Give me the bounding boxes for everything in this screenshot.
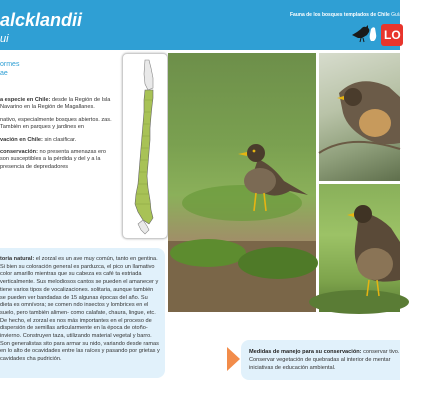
taxonomy-family: ae: [0, 70, 8, 77]
chile-map-icon: [123, 54, 169, 240]
distribution-text: desde la Región de Isla Navarino en la Región de Magallanes.: [0, 97, 111, 111]
page-header: [0, 0, 426, 50]
thrush-branch-illustration: [319, 53, 400, 181]
bird-silhouette-icon: [349, 21, 379, 45]
secondary-bird-photo-bottom: [319, 184, 400, 312]
thrush-photo-illustration: [168, 53, 316, 312]
management-body: conservar tivo. Conservar vegetación de quebradas al interior de mentar iniciativas de educación ambiental.: [249, 349, 400, 371]
distribution-paragraph: [0, 97, 112, 112]
hand-icon: [370, 27, 377, 41]
guide-title: [290, 12, 426, 18]
conservation-text: sin clasificar.: [42, 136, 77, 143]
distribution-map-card: [122, 53, 168, 239]
secondary-bird-photo-top: [319, 53, 400, 181]
logo-badge: [381, 24, 403, 46]
distribution-label: a especie en Chile:: [0, 97, 51, 103]
habitat-text: nativo, especialmente bosques abiertos. zas. También en parques y jardines en: [0, 116, 112, 131]
guide-title-bold: Fauna de los bosques templados de Chile: [290, 12, 390, 18]
threats-text: no presenta amenazas ero son susceptibles a la pérdida y del y a la presencia de depredadores: [0, 149, 107, 170]
conservation-paragraph: [0, 137, 112, 144]
threats-paragraph: [0, 149, 112, 171]
logo-text: LO: [384, 28, 401, 42]
orange-arrow-icon: [227, 347, 240, 371]
species-info: [0, 97, 112, 176]
management-label: Medidas de manejo para su conservación:: [249, 349, 362, 355]
taxonomy-order: ormes: [0, 61, 20, 68]
management-text: [249, 348, 400, 372]
thrush-ground-illustration: [319, 184, 400, 312]
natural-history-text: [0, 256, 160, 364]
main-bird-photo: [168, 53, 316, 312]
conservation-label: vación en Chile:: [0, 136, 43, 143]
species-common-name: ui: [0, 33, 9, 45]
species-scientific-name: alcklandii: [0, 10, 83, 30]
taxonomy-block: [0, 60, 19, 78]
natural-history-body: el zorzal es un ave muy común, tanto en gentina. Si bien su coloración general es parduzca, el pico un llamativo color amarillo mientras que su cabeza es café ta estriada verticalmente. Sus melodiosos cantos se pueden el amanecer y tiene varios tipos de vocalizaciones. solitaria, aunque también se pueden ver bandadas de 15 algunas épocas del año. Su dieta es omnívora; se comen ndo insectos y lombrices en el suelo, pero también alimen- como calafate, chaura, lingue, etc. De hecho, el zorzal es nos más importantes en el proceso de dispersión de semillas articularmente en la época de otoño-invierno. Construyen taza, utilizando material vegetal y barro. Son generalistas sito para armar su nido, variando desde ramas en lo alto de ocavidades entre las raíces y pasando por grietas y cavidades cha pudrición.: [0, 256, 160, 363]
natural-history-label: toria natural:: [0, 256, 35, 262]
habitat-paragraph: [0, 117, 112, 132]
guide-title-rest: Guía de Campo: [389, 12, 426, 18]
threats-label: conservación:: [0, 149, 38, 156]
